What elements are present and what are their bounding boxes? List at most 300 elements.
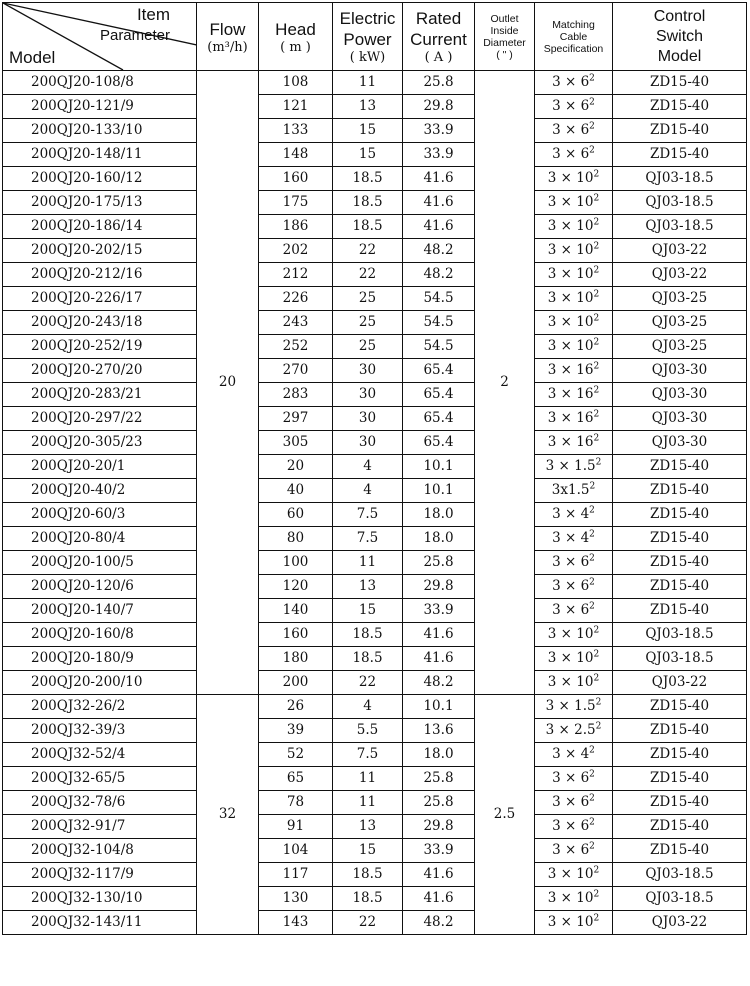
head-cell: 202 xyxy=(259,239,333,263)
model-cell: 200QJ20-200/10 xyxy=(3,671,197,695)
cable-cell xyxy=(535,167,613,191)
current-cell: 33.9 xyxy=(403,599,475,623)
cable-cell xyxy=(535,863,613,887)
current-cell: 41.6 xyxy=(403,623,475,647)
switch-cell: ZD15-40 xyxy=(613,479,747,503)
corner-model-label: Model xyxy=(9,48,56,67)
current-cell: 33.9 xyxy=(403,119,475,143)
table-row xyxy=(3,479,747,503)
current-cell: 41.6 xyxy=(403,167,475,191)
head-cell: 252 xyxy=(259,335,333,359)
head-cell: 100 xyxy=(259,551,333,575)
cable-cell xyxy=(535,719,613,743)
cable-exponent: 2 xyxy=(593,865,600,876)
current-cell: 25.8 xyxy=(403,791,475,815)
head-cell: 60 xyxy=(259,503,333,527)
model-cell: 200QJ32-26/2 xyxy=(3,695,197,719)
cable-exponent: 2 xyxy=(589,841,595,852)
cable-size: 3 × 6 xyxy=(552,74,590,90)
cable-size: 3 × 10 xyxy=(547,242,594,258)
cable-size: 3 × 10 xyxy=(547,866,594,882)
power-cell: 30 xyxy=(333,359,403,383)
power-cell: 22 xyxy=(333,911,403,935)
cable-header-line2: Cable xyxy=(559,30,588,43)
switch-cell: ZD15-40 xyxy=(613,503,747,527)
table-row xyxy=(3,815,747,839)
cable-cell xyxy=(535,671,613,695)
current-cell: 65.4 xyxy=(403,383,475,407)
cable-cell xyxy=(535,431,613,455)
switch-cell: QJ03-18.5 xyxy=(613,623,747,647)
cable-exponent: 2 xyxy=(595,697,602,708)
head-cell: 39 xyxy=(259,719,333,743)
cable-header xyxy=(535,3,613,71)
model-cell: 200QJ20-140/7 xyxy=(3,599,197,623)
model-cell: 200QJ32-52/4 xyxy=(3,743,197,767)
cable-cell xyxy=(535,551,613,575)
pump-spec-table xyxy=(2,2,747,935)
switch-cell: QJ03-18.5 xyxy=(613,215,747,239)
current-cell: 29.8 xyxy=(403,95,475,119)
switch-cell: QJ03-25 xyxy=(613,311,747,335)
head-cell: 80 xyxy=(259,527,333,551)
table-row xyxy=(3,95,747,119)
power-cell: 11 xyxy=(333,791,403,815)
switch-header-line3: Model xyxy=(657,47,702,65)
table-row xyxy=(3,383,747,407)
cable-exponent: 2 xyxy=(589,793,595,804)
switch-cell: ZD15-40 xyxy=(613,791,747,815)
cable-size: 3 × 10 xyxy=(547,266,594,282)
cable-exponent: 2 xyxy=(589,97,595,108)
head-cell: 78 xyxy=(259,791,333,815)
switch-cell: QJ03-30 xyxy=(613,407,747,431)
cable-cell xyxy=(535,695,613,719)
switch-cell: QJ03-18.5 xyxy=(613,167,747,191)
table-row xyxy=(3,263,747,287)
cable-size: 3x1.5 xyxy=(551,482,590,498)
table-row xyxy=(3,863,747,887)
head-cell: 305 xyxy=(259,431,333,455)
current-cell: 54.5 xyxy=(403,335,475,359)
cable-exponent: 2 xyxy=(595,457,602,468)
head-cell: 160 xyxy=(259,167,333,191)
model-cell: 200QJ32-104/8 xyxy=(3,839,197,863)
diameter-cell: 2.5 xyxy=(475,695,535,935)
cable-cell xyxy=(535,623,613,647)
cable-cell xyxy=(535,383,613,407)
power-cell: 7.5 xyxy=(333,743,403,767)
cable-cell xyxy=(535,503,613,527)
head-cell: 140 xyxy=(259,599,333,623)
cable-size: 3 × 10 xyxy=(547,338,594,354)
cable-exponent: 2 xyxy=(593,265,600,276)
switch-cell: ZD15-40 xyxy=(613,695,747,719)
cable-cell xyxy=(535,311,613,335)
table-row xyxy=(3,527,747,551)
cable-cell xyxy=(535,71,613,95)
switch-cell: QJ03-25 xyxy=(613,287,747,311)
cable-cell xyxy=(535,239,613,263)
outlet-header-line3: Diameter xyxy=(483,36,526,49)
cable-cell xyxy=(535,263,613,287)
cable-exponent: 2 xyxy=(593,337,600,348)
head-cell: 26 xyxy=(259,695,333,719)
power-cell: 25 xyxy=(333,335,403,359)
cable-cell xyxy=(535,815,613,839)
current-cell: 48.2 xyxy=(403,671,475,695)
current-cell: 18.0 xyxy=(403,527,475,551)
cable-exponent: 2 xyxy=(589,817,595,828)
switch-cell: ZD15-40 xyxy=(613,71,747,95)
table-row xyxy=(3,719,747,743)
cable-exponent: 2 xyxy=(589,481,596,492)
power-cell: 18.5 xyxy=(333,863,403,887)
table-row xyxy=(3,791,747,815)
table-row xyxy=(3,839,747,863)
current-cell: 48.2 xyxy=(403,911,475,935)
cable-exponent: 2 xyxy=(589,769,595,780)
current-header xyxy=(403,3,475,71)
cable-size: 3 × 10 xyxy=(547,914,594,930)
switch-cell: ZD15-40 xyxy=(613,839,747,863)
current-cell: 41.6 xyxy=(403,215,475,239)
switch-cell: QJ03-18.5 xyxy=(613,191,747,215)
cable-cell xyxy=(535,647,613,671)
switch-cell: QJ03-22 xyxy=(613,239,747,263)
head-cell: 121 xyxy=(259,95,333,119)
cable-size: 3 × 10 xyxy=(547,890,594,906)
model-cell: 200QJ20-40/2 xyxy=(3,479,197,503)
cable-size: 3 × 6 xyxy=(552,146,590,162)
power-cell: 4 xyxy=(333,455,403,479)
model-cell: 200QJ20-108/8 xyxy=(3,71,197,95)
cable-size: 3 × 6 xyxy=(552,770,590,786)
cable-cell xyxy=(535,839,613,863)
model-cell: 200QJ20-252/19 xyxy=(3,335,197,359)
cable-size: 3 × 10 xyxy=(547,170,594,186)
cable-size: 3 × 6 xyxy=(552,602,590,618)
table-row xyxy=(3,575,747,599)
model-cell: 200QJ20-148/11 xyxy=(3,143,197,167)
power-cell: 15 xyxy=(333,839,403,863)
corner-item-label: Item xyxy=(136,5,170,24)
table-row xyxy=(3,647,747,671)
table-row xyxy=(3,119,747,143)
table-row xyxy=(3,167,747,191)
power-cell: 30 xyxy=(333,383,403,407)
model-cell: 200QJ20-283/21 xyxy=(3,383,197,407)
cable-exponent: 2 xyxy=(589,745,595,756)
cable-size: 3 × 2.5 xyxy=(545,722,596,738)
head-cell: 160 xyxy=(259,623,333,647)
power-header-unit: ( kW) xyxy=(349,50,386,65)
power-cell: 25 xyxy=(333,311,403,335)
power-cell: 18.5 xyxy=(333,623,403,647)
current-cell: 65.4 xyxy=(403,359,475,383)
head-cell: 175 xyxy=(259,191,333,215)
power-cell: 5.5 xyxy=(333,719,403,743)
switch-cell: QJ03-18.5 xyxy=(613,863,747,887)
power-header-line1: Electric xyxy=(339,9,396,28)
cable-exponent: 2 xyxy=(593,193,600,204)
cable-exponent: 2 xyxy=(593,913,600,924)
table-row xyxy=(3,71,747,95)
power-cell: 15 xyxy=(333,119,403,143)
table-row xyxy=(3,191,747,215)
flow-header xyxy=(197,3,259,71)
head-cell: 40 xyxy=(259,479,333,503)
cable-cell xyxy=(535,215,613,239)
cable-exponent: 2 xyxy=(589,577,595,588)
head-cell: 243 xyxy=(259,311,333,335)
model-cell: 200QJ20-305/23 xyxy=(3,431,197,455)
switch-cell: QJ03-22 xyxy=(613,671,747,695)
current-header-line1: Rated xyxy=(415,9,462,28)
table-row xyxy=(3,455,747,479)
power-cell: 11 xyxy=(333,71,403,95)
cable-exponent: 2 xyxy=(589,529,595,540)
cable-size: 3 × 4 xyxy=(552,506,590,522)
model-cell: 200QJ20-202/15 xyxy=(3,239,197,263)
cable-exponent: 2 xyxy=(593,289,600,300)
current-cell: 25.8 xyxy=(403,71,475,95)
diameter-cell: 2 xyxy=(475,71,535,695)
head-cell: 270 xyxy=(259,359,333,383)
outlet-header-unit: ( " ) xyxy=(496,48,513,61)
head-cell: 186 xyxy=(259,215,333,239)
cable-exponent: 2 xyxy=(589,73,595,84)
power-header xyxy=(333,3,403,71)
power-cell: 22 xyxy=(333,239,403,263)
power-cell: 18.5 xyxy=(333,647,403,671)
current-cell: 41.6 xyxy=(403,647,475,671)
table-row xyxy=(3,407,747,431)
head-header-label: Head xyxy=(275,19,316,39)
switch-header xyxy=(613,3,747,71)
model-cell: 200QJ20-160/12 xyxy=(3,167,197,191)
cable-cell xyxy=(535,791,613,815)
current-cell: 25.8 xyxy=(403,551,475,575)
switch-cell: ZD15-40 xyxy=(613,119,747,143)
power-cell: 15 xyxy=(333,143,403,167)
current-header-unit: ( A ) xyxy=(424,50,453,65)
table-row xyxy=(3,551,747,575)
cable-cell xyxy=(535,287,613,311)
cable-exponent: 2 xyxy=(593,649,600,660)
cable-size: 3 × 10 xyxy=(547,626,594,642)
switch-cell: ZD15-40 xyxy=(613,143,747,167)
flow-cell: 20 xyxy=(197,71,259,695)
cable-cell xyxy=(535,191,613,215)
table-row xyxy=(3,311,747,335)
head-cell: 104 xyxy=(259,839,333,863)
outlet-header-line1: Outlet xyxy=(490,12,519,25)
power-cell: 11 xyxy=(333,767,403,791)
model-cell: 200QJ32-39/3 xyxy=(3,719,197,743)
current-cell: 18.0 xyxy=(403,743,475,767)
switch-cell: QJ03-25 xyxy=(613,335,747,359)
current-cell: 54.5 xyxy=(403,311,475,335)
switch-cell: QJ03-18.5 xyxy=(613,647,747,671)
cable-size: 3 × 1.5 xyxy=(545,458,596,474)
head-cell: 133 xyxy=(259,119,333,143)
model-cell: 200QJ20-60/3 xyxy=(3,503,197,527)
cable-exponent: 2 xyxy=(589,121,595,132)
cable-size: 3 × 6 xyxy=(552,554,590,570)
current-cell: 65.4 xyxy=(403,431,475,455)
head-header xyxy=(259,3,333,71)
head-cell: 108 xyxy=(259,71,333,95)
cable-exponent: 2 xyxy=(595,721,602,732)
table-row xyxy=(3,215,747,239)
switch-cell: QJ03-22 xyxy=(613,911,747,935)
table-body xyxy=(3,71,747,935)
cable-size: 3 × 1.5 xyxy=(545,698,596,714)
cable-cell xyxy=(535,887,613,911)
model-cell: 200QJ20-20/1 xyxy=(3,455,197,479)
model-cell: 200QJ20-243/18 xyxy=(3,311,197,335)
cable-exponent: 2 xyxy=(593,169,600,180)
power-cell: 7.5 xyxy=(333,527,403,551)
current-cell: 65.4 xyxy=(403,407,475,431)
power-cell: 18.5 xyxy=(333,167,403,191)
model-cell: 200QJ32-117/9 xyxy=(3,863,197,887)
cable-cell xyxy=(535,119,613,143)
cable-exponent: 2 xyxy=(589,145,595,156)
cable-exponent: 2 xyxy=(593,217,600,228)
switch-cell: QJ03-30 xyxy=(613,359,747,383)
cable-size: 3 × 6 xyxy=(552,818,590,834)
model-cell: 200QJ32-130/10 xyxy=(3,887,197,911)
corner-parameter-label: Parameter xyxy=(99,27,170,44)
head-cell: 148 xyxy=(259,143,333,167)
cable-header-line1: Matching xyxy=(552,18,595,31)
switch-cell: ZD15-40 xyxy=(613,815,747,839)
model-cell: 200QJ20-270/20 xyxy=(3,359,197,383)
cable-size: 3 × 16 xyxy=(547,434,594,450)
model-cell: 200QJ20-133/10 xyxy=(3,119,197,143)
table-row xyxy=(3,887,747,911)
switch-header-line1: Control xyxy=(653,7,706,25)
outlet-header xyxy=(475,3,535,71)
cable-size: 3 × 6 xyxy=(552,842,590,858)
model-cell: 200QJ32-65/5 xyxy=(3,767,197,791)
model-cell: 200QJ32-78/6 xyxy=(3,791,197,815)
cable-cell xyxy=(535,575,613,599)
current-header-line2: Current xyxy=(410,30,467,49)
current-cell: 33.9 xyxy=(403,143,475,167)
cable-size: 3 × 10 xyxy=(547,650,594,666)
cable-exponent: 2 xyxy=(589,553,595,564)
power-cell: 4 xyxy=(333,695,403,719)
cable-exponent: 2 xyxy=(589,601,595,612)
table-row xyxy=(3,767,747,791)
switch-cell: ZD15-40 xyxy=(613,719,747,743)
head-cell: 91 xyxy=(259,815,333,839)
model-cell: 200QJ32-143/11 xyxy=(3,911,197,935)
power-cell: 18.5 xyxy=(333,887,403,911)
current-cell: 29.8 xyxy=(403,815,475,839)
flow-header-label: Flow xyxy=(209,19,246,39)
cable-cell xyxy=(535,359,613,383)
spec-table-container xyxy=(2,2,746,982)
cable-size: 3 × 16 xyxy=(547,362,594,378)
cable-cell xyxy=(535,599,613,623)
head-cell: 120 xyxy=(259,575,333,599)
cable-header-line3: Specification xyxy=(543,42,604,55)
cable-cell xyxy=(535,767,613,791)
cable-cell xyxy=(535,455,613,479)
cable-exponent: 2 xyxy=(593,385,600,396)
model-cell: 200QJ20-160/8 xyxy=(3,623,197,647)
header-row xyxy=(3,3,747,71)
cable-size: 3 × 10 xyxy=(547,290,594,306)
switch-cell: ZD15-40 xyxy=(613,95,747,119)
current-cell: 10.1 xyxy=(403,479,475,503)
cable-cell xyxy=(535,335,613,359)
table-row xyxy=(3,671,747,695)
cable-exponent: 2 xyxy=(593,889,600,900)
switch-cell: ZD15-40 xyxy=(613,455,747,479)
cable-exponent: 2 xyxy=(593,241,600,252)
power-cell: 4 xyxy=(333,479,403,503)
cable-exponent: 2 xyxy=(593,313,600,324)
head-cell: 143 xyxy=(259,911,333,935)
power-header-line2: Power xyxy=(343,30,392,49)
model-cell: 200QJ20-120/6 xyxy=(3,575,197,599)
power-cell: 18.5 xyxy=(333,215,403,239)
current-cell: 41.6 xyxy=(403,191,475,215)
model-cell: 200QJ20-175/13 xyxy=(3,191,197,215)
cable-cell xyxy=(535,911,613,935)
head-cell: 226 xyxy=(259,287,333,311)
table-row xyxy=(3,143,747,167)
model-cell: 200QJ20-297/22 xyxy=(3,407,197,431)
power-cell: 30 xyxy=(333,407,403,431)
current-cell: 13.6 xyxy=(403,719,475,743)
head-cell: 180 xyxy=(259,647,333,671)
cable-cell xyxy=(535,743,613,767)
cable-size: 3 × 4 xyxy=(552,746,590,762)
cable-exponent: 2 xyxy=(593,433,600,444)
cable-size: 3 × 4 xyxy=(552,530,590,546)
head-cell: 283 xyxy=(259,383,333,407)
head-header-unit: ( m ) xyxy=(280,39,311,55)
current-cell: 41.6 xyxy=(403,863,475,887)
switch-cell: ZD15-40 xyxy=(613,599,747,623)
current-cell: 29.8 xyxy=(403,575,475,599)
switch-cell: QJ03-18.5 xyxy=(613,887,747,911)
current-cell: 25.8 xyxy=(403,767,475,791)
power-cell: 22 xyxy=(333,263,403,287)
flow-cell: 32 xyxy=(197,695,259,935)
cable-exponent: 2 xyxy=(593,673,600,684)
table-row xyxy=(3,623,747,647)
cable-size: 3 × 6 xyxy=(552,98,590,114)
switch-cell: ZD15-40 xyxy=(613,743,747,767)
cable-exponent: 2 xyxy=(589,505,595,516)
current-cell: 18.0 xyxy=(403,503,475,527)
power-cell: 13 xyxy=(333,575,403,599)
table-row xyxy=(3,287,747,311)
flow-header-unit: (m³/h) xyxy=(207,39,248,55)
current-cell: 33.9 xyxy=(403,839,475,863)
head-cell: 200 xyxy=(259,671,333,695)
current-cell: 41.6 xyxy=(403,887,475,911)
model-cell: 200QJ20-212/16 xyxy=(3,263,197,287)
outlet-header-line2: Inside xyxy=(490,24,519,37)
